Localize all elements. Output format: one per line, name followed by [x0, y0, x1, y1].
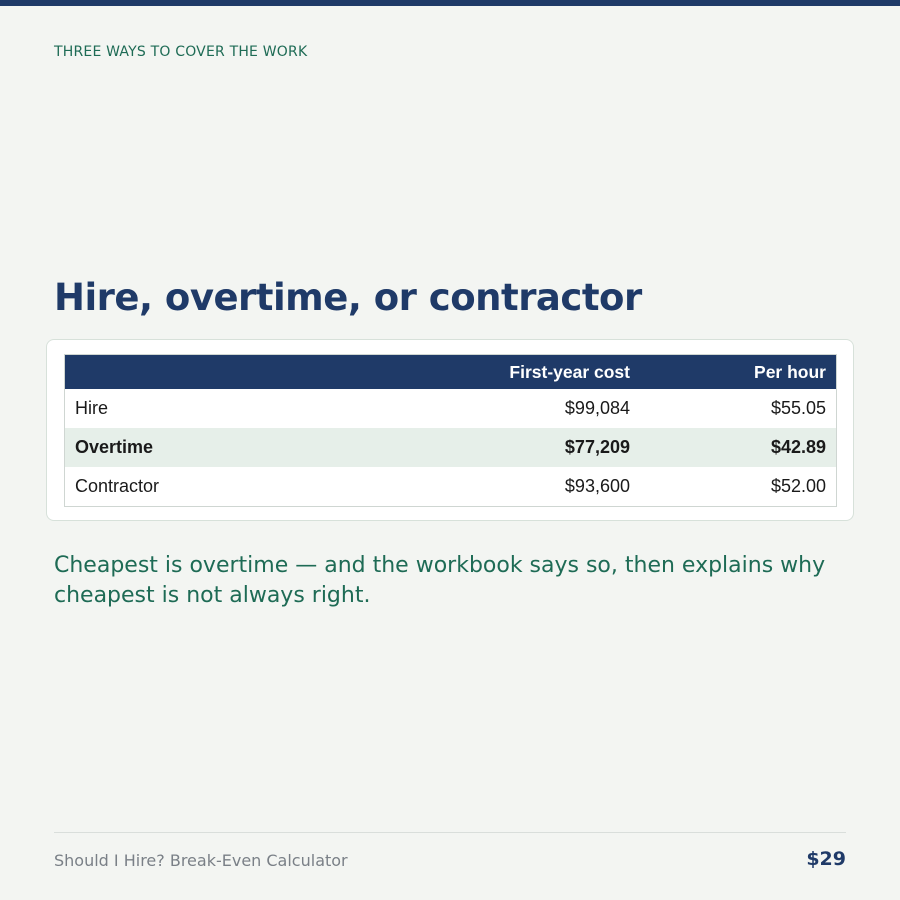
- row-first-year-cost: $93,600: [395, 467, 640, 506]
- table-header-row: [65, 355, 836, 389]
- header-first-year-cost: First-year cost: [395, 355, 640, 389]
- comparison-table-frame: [64, 354, 837, 507]
- page-title: Hire, overtime, or contractor: [54, 276, 642, 319]
- row-first-year-cost: $77,209: [395, 428, 640, 467]
- comparison-table: [65, 355, 836, 506]
- eyebrow-label: THREE WAYS TO COVER THE WORK: [54, 44, 308, 60]
- footer-product-name: Should I Hire? Break-Even Calculator: [54, 851, 348, 870]
- header-option: [65, 355, 395, 389]
- row-per-hour: $55.05: [640, 389, 836, 428]
- row-per-hour: $52.00: [640, 467, 836, 506]
- table-row-hire: [65, 389, 836, 428]
- table-row-contractor: [65, 467, 836, 506]
- footer-price: $29: [806, 848, 846, 870]
- row-option-name: Overtime: [65, 428, 395, 467]
- row-first-year-cost: $99,084: [395, 389, 640, 428]
- summary-text: Cheapest is overtime — and the workbook says so, then explains why cheapest is not always right.: [54, 553, 826, 608]
- top-accent-bar: [0, 0, 900, 6]
- comparison-card: [46, 339, 854, 521]
- footer-divider: [54, 832, 846, 833]
- header-per-hour: Per hour: [640, 355, 836, 389]
- row-option-name: Contractor: [65, 467, 395, 506]
- row-option-name: Hire: [65, 389, 395, 428]
- table-row-overtime: [65, 428, 836, 467]
- row-per-hour: $42.89: [640, 428, 836, 467]
